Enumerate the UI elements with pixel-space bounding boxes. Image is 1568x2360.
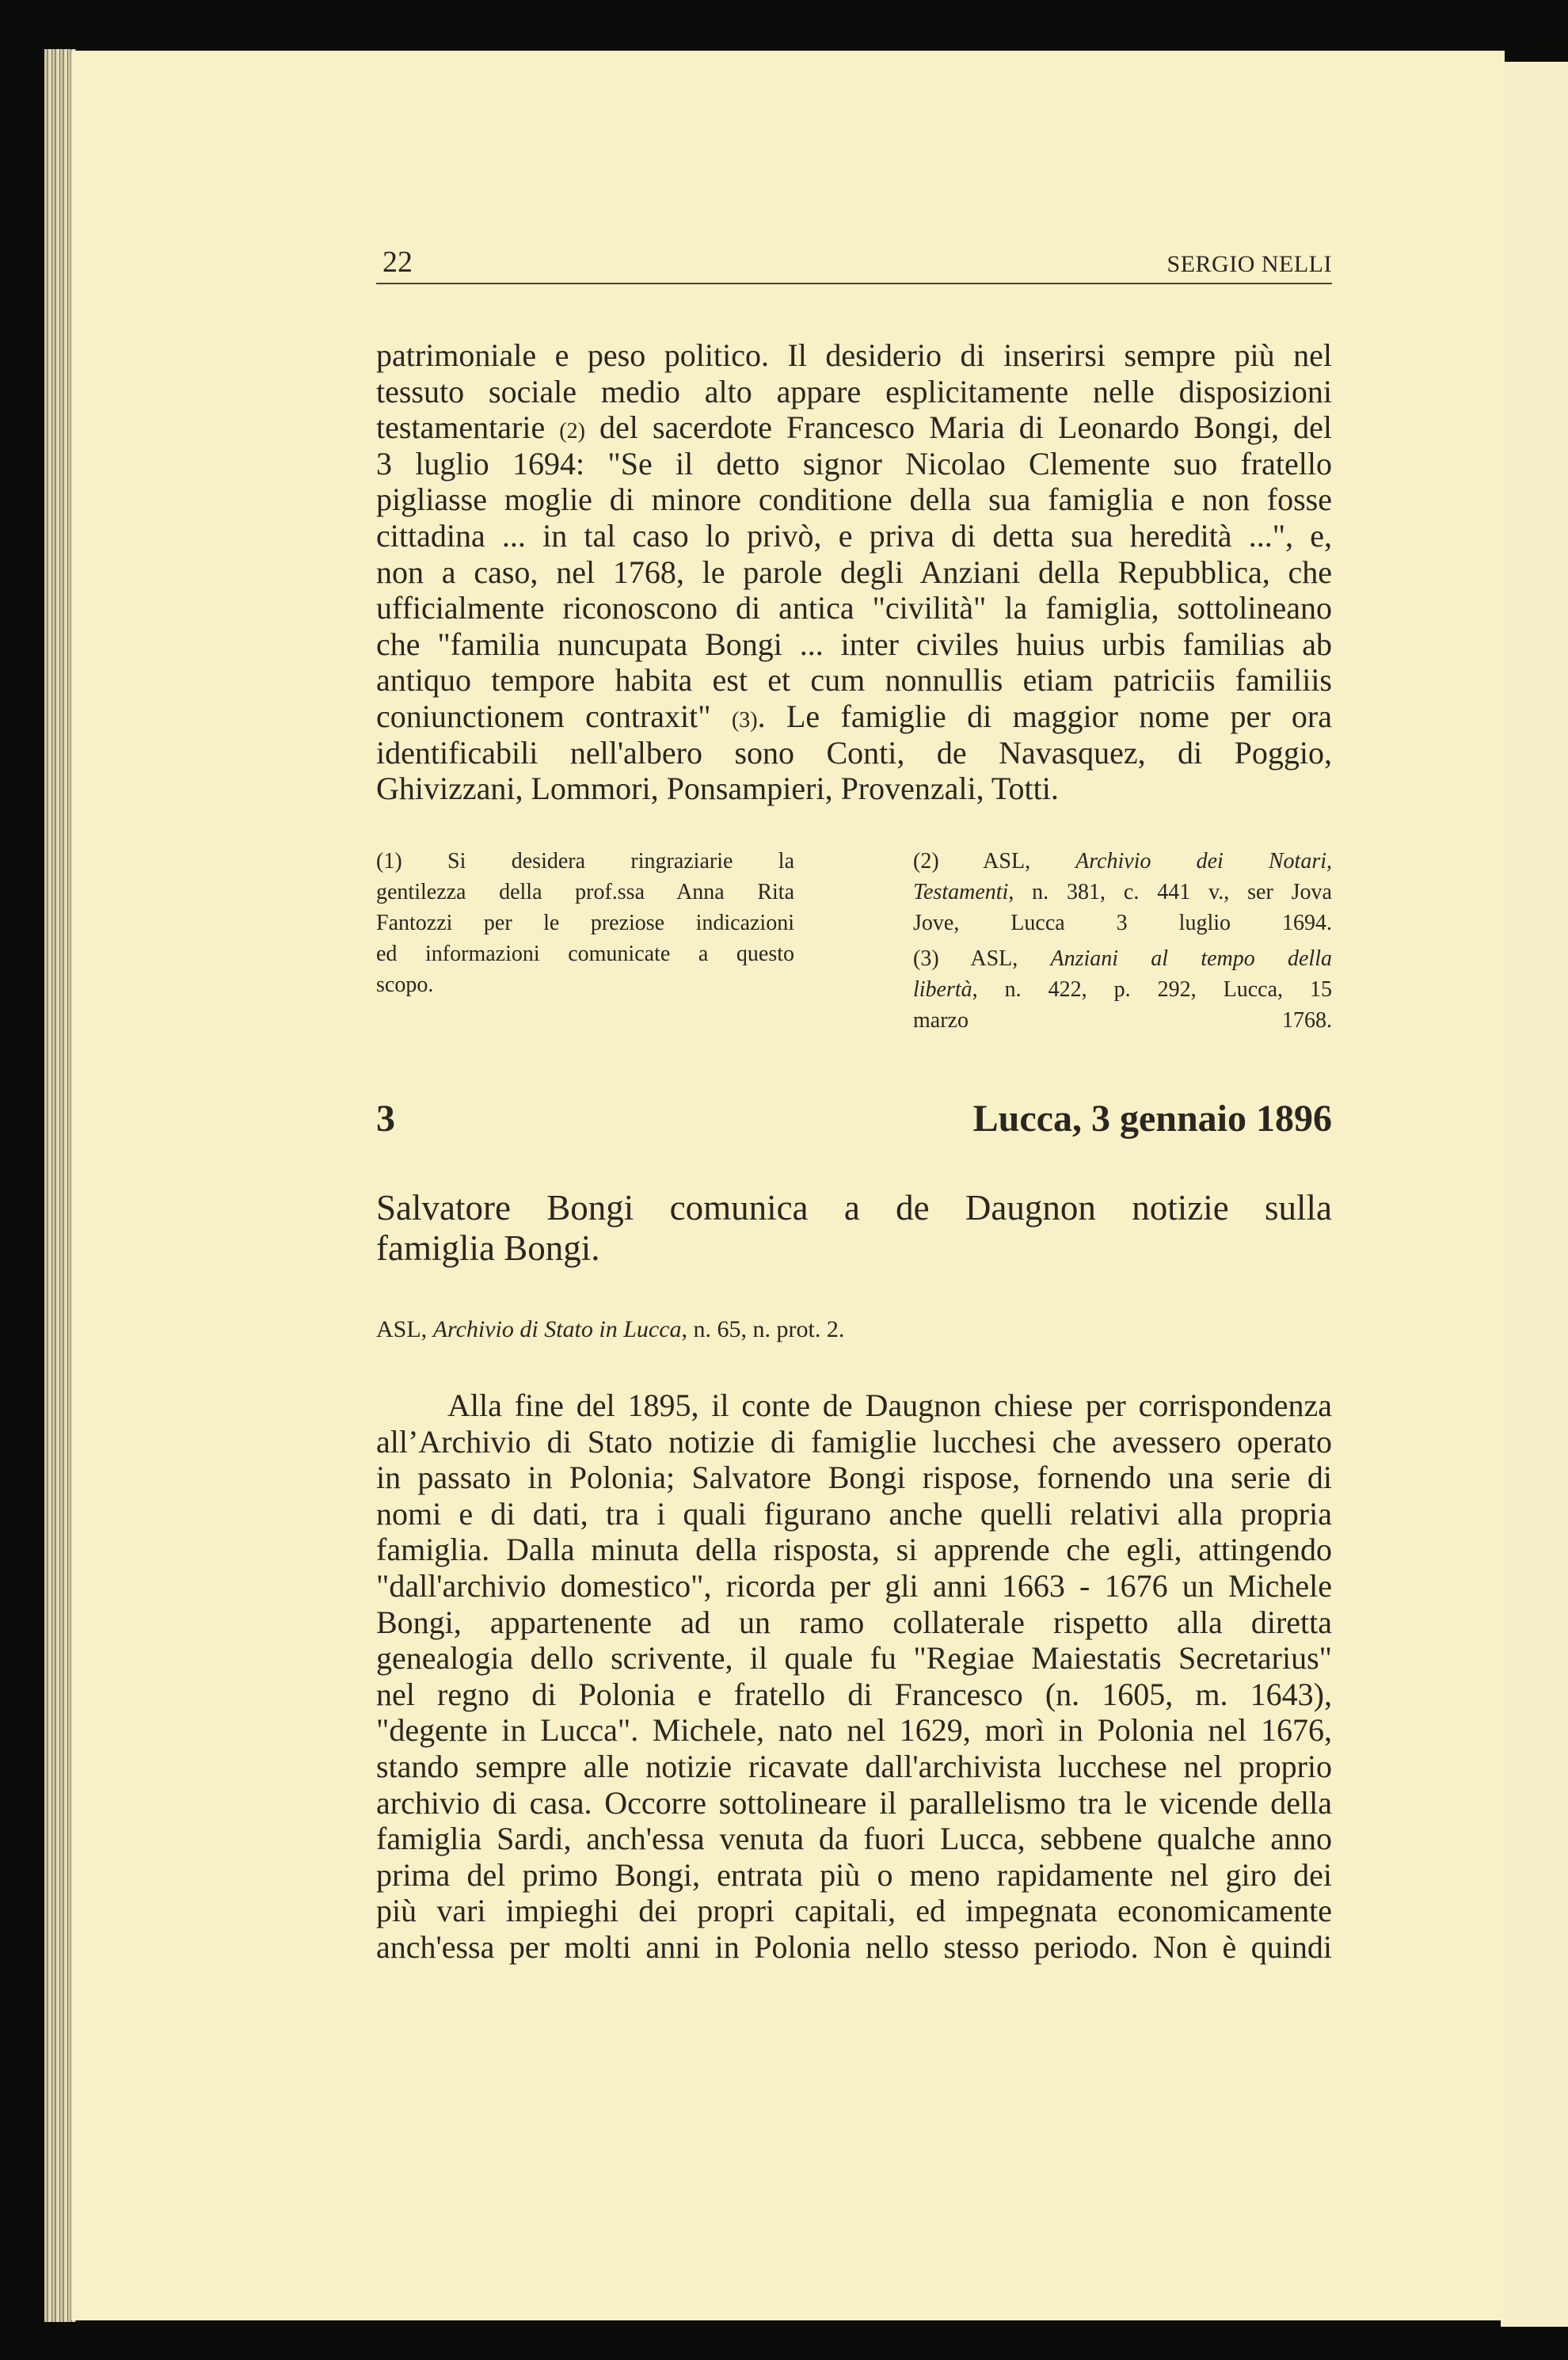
document-date: Lucca, 3 gennaio 1896 (972, 1098, 1332, 1140)
text-line: prima del primo Bongi, entrata più o meno rapidamente nel giro dei (376, 1856, 1332, 1893)
document-number: 3 (376, 1098, 395, 1140)
text-line: cittadina ... in tal caso lo privò, e priva di detta sua heredità ...", e, (376, 517, 1332, 554)
text-line: "degente in Lucca". Michele, nato nel 1629, morì in Polonia nel 1676, (376, 1712, 1332, 1749)
text-segment: ASL, (376, 1316, 433, 1342)
text-line: ed informazioni comunicate a questo (376, 942, 794, 966)
text-line (913, 943, 1332, 974)
text-line: Jove, Lucca 3 luglio 1694. (913, 911, 1332, 935)
italic-text: Archivio di Stato in Lucca (432, 1316, 682, 1342)
text-line (376, 409, 1332, 446)
text-line: tessuto sociale medio alto appare esplicitamente nelle disposizioni (376, 373, 1332, 409)
text-line: gentilezza della prof.ssa Anna Rita (376, 880, 794, 904)
text-line: marzo 1768. (913, 1008, 1332, 1033)
running-author: SERGIO NELLI (1166, 251, 1332, 277)
running-header (376, 242, 1332, 284)
text-line (913, 846, 1332, 877)
text-line: famiglia Sardi, anch'essa venuta da fuori Lucca, sebbene qualche anno (376, 1821, 1332, 1857)
text-line (913, 974, 1332, 1005)
text-line: patrimoniale e peso politico. Il desiderio di inserirsi sempre più nel (376, 337, 1332, 373)
text-line: Fantozzi per le preziose indicazioni (376, 911, 794, 935)
adjacent-page (1501, 62, 1568, 2327)
text-line: stando sempre alle notizie ricavate dall'archivista lucchese nel proprio (376, 1748, 1332, 1784)
text-segment: , n. 381, c. 441 v., ser Jova (1008, 880, 1332, 904)
text-segment: (2) ASL, (913, 849, 1076, 874)
text-segment: , n. 422, p. 292, Lucca, 15 (972, 977, 1332, 1002)
text-line: "dall'archivio domestico", ricorda per gli anni 1663 - 1676 un Michele (376, 1567, 1332, 1604)
text-line: Salvatore Bongi comunica a de Daugnon notizie sulla (376, 1188, 1332, 1228)
italic-text: Anziani al tempo della (1050, 946, 1332, 971)
text-line: Bongi, appartenente ad un ramo collaterale rispetto alla diretta (376, 1604, 1332, 1640)
text-line: scopo. (376, 973, 434, 997)
text-line: Alla fine del 1895, il conte de Daugnon chiese per corrispondenza (447, 1387, 1332, 1423)
text-line: nomi e di dati, tra i quali figurano anche quelli relativi alla propria (376, 1495, 1332, 1532)
text-line: archivio di casa. Occorre sottolineare il parallelismo tra le vicende della (376, 1784, 1332, 1821)
page-number: 22 (382, 246, 413, 279)
text-line (913, 877, 1332, 908)
text-line: all’Archivio di Stato notizie di famiglie lucchesi che avessero operato (376, 1423, 1332, 1460)
text-line: famiglia. Dalla minuta della risposta, si apprende che egli, attingendo (376, 1532, 1332, 1568)
italic-text: libertà (913, 977, 972, 1002)
text-line: genealogia dello scrivente, il quale fu "Regiae Maiestatis Secretarius" (376, 1640, 1332, 1677)
document-subtitle (376, 1188, 1332, 1269)
archival-source (376, 1316, 844, 1343)
footnote-reference: (2) (559, 419, 585, 444)
footnotes-right (913, 846, 1332, 1036)
text-line: identificabili nell'albero sono Conti, de Navasquez, di Poggio, (376, 734, 1332, 771)
text-line: 3 luglio 1694: "Se il detto signor Nicolao Clemente suo fratello (376, 445, 1332, 482)
text-line: Ghivizzani, Lommori, Ponsampieri, Provenzali, Totti. (376, 771, 1059, 807)
text-line: più vari impieghi dei propri capitali, ed impegnata economicamente (376, 1893, 1332, 1929)
text-line: famiglia Bongi. (376, 1228, 600, 1268)
italic-text: Testamenti (913, 880, 1009, 904)
footnote-reference: (3) (731, 707, 758, 733)
text-line: che "familia nuncupata Bongi ... inter civiles huius urbis familias ab (376, 626, 1332, 662)
text-line: ufficialmente riconoscono di antica "civilità" la famiglia, sottolineano (376, 590, 1332, 626)
text-segment: , n. 65, n. prot. 2. (681, 1316, 845, 1342)
text-line: non a caso, nel 1768, le parole degli Anziani della Repubblica, che (376, 554, 1332, 590)
text-line: anch'essa per molti anni in Polonia nello stesso periodo. Non è quindi (376, 1928, 1332, 1965)
body-paragraph (376, 1387, 1332, 1966)
text-line: pigliasse moglie di minore conditione della sua famiglia e non fosse (376, 482, 1332, 518)
body-paragraph (376, 337, 1332, 807)
text-line: nel regno di Polonia e fratello di Francesco (n. 1605, m. 1643), (376, 1676, 1332, 1712)
text-segment: . Le famiglie di maggior nome per ora (757, 698, 1332, 734)
text-segment: (3) ASL, (913, 946, 1051, 971)
italic-text: Archivio dei Notari, (1075, 849, 1332, 874)
text-segment: testamentarie (376, 409, 560, 446)
text-segment: coniunctionem contraxit" (376, 698, 732, 734)
footnotes-left (376, 846, 794, 1000)
text-line: (1) Si desidera ringraziarie la (376, 849, 794, 874)
text-segment: del sacerdote Francesco Maria di Leonardo Bongi, del (584, 409, 1332, 446)
text-line (376, 698, 1332, 735)
text-line: in passato in Polonia; Salvatore Bongi rispose, fornendo una serie di (376, 1460, 1332, 1496)
text-line: antiquo tempore habita est et cum nonnullis etiam patriciis familiis (376, 662, 1332, 698)
